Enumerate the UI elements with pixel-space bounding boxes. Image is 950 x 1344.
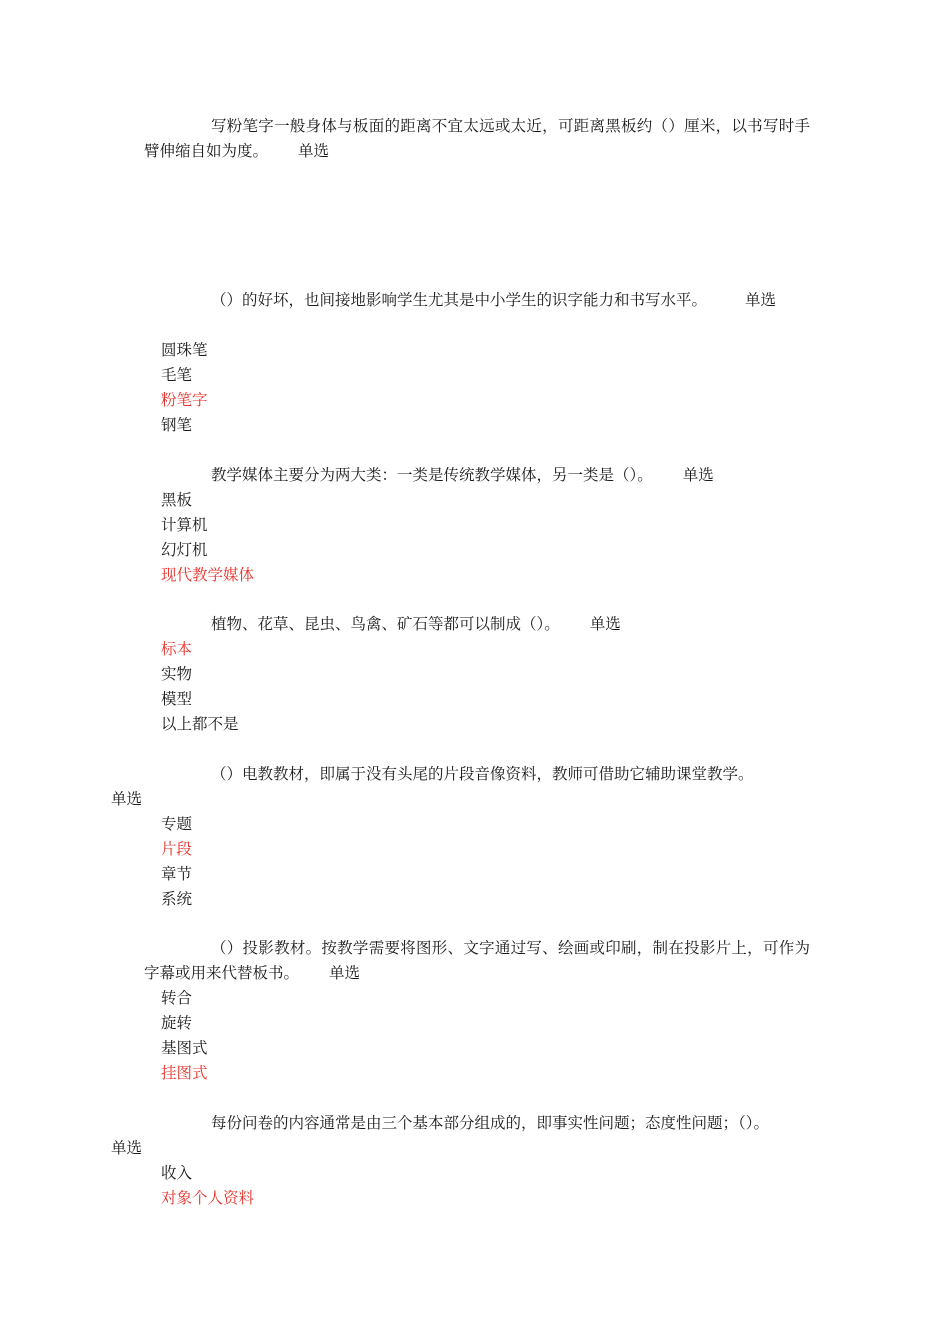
- question-stem: [111, 762, 810, 812]
- question-text: 写粉笔字一般身体与板面的距离不宜太远或太近，可距离黑板约（）厘米，以书写时手臂伸缩自如为度。: [144, 117, 810, 160]
- option-item[interactable]: 实物: [161, 665, 193, 683]
- question-type-label: 单选: [298, 142, 330, 160]
- option-list: [144, 812, 810, 912]
- option-item[interactable]: 以上都不是: [161, 715, 239, 733]
- question-text: 每份问卷的内容通常是由三个基本部分组成的，即事实性问题；态度性问题；（）。: [211, 1114, 770, 1132]
- question-stem: [111, 1111, 810, 1161]
- question-type-label: 单选: [745, 291, 777, 309]
- option-item[interactable]: 转合: [161, 989, 193, 1007]
- option-item[interactable]: 章节: [161, 865, 193, 883]
- question-text: （）的好坏，也间接地影响学生尤其是中小学生的识字能力和书写水平。: [211, 291, 708, 309]
- option-item[interactable]: 计算机: [161, 516, 208, 534]
- question-type-label: 单选: [682, 466, 714, 484]
- option-item[interactable]: 钢笔: [161, 416, 193, 434]
- question-2: [144, 288, 810, 438]
- question-stem: [144, 114, 810, 164]
- question-type-label: 单选: [111, 1139, 143, 1157]
- question-text: 教学媒体主要分为两大类：一类是传统教学媒体，另一类是（）。: [211, 466, 653, 484]
- option-item-correct[interactable]: 挂图式: [161, 1064, 208, 1082]
- option-item[interactable]: 旋转: [161, 1014, 193, 1032]
- question-text: （）投影教材。按教学需要将图形、文字通过写、绘画或印刷，制在投影片上，可作为字幕或用来代替板书。: [144, 939, 810, 982]
- question-stem: [144, 936, 810, 986]
- option-item-correct[interactable]: 对象个人资料: [161, 1189, 255, 1207]
- option-item[interactable]: 幻灯机: [161, 541, 208, 559]
- option-item-correct[interactable]: 现代教学媒体: [161, 566, 255, 584]
- question-4: [144, 612, 810, 737]
- option-list: [144, 637, 810, 737]
- question-stem: [144, 612, 810, 637]
- option-item[interactable]: 收入: [161, 1164, 193, 1182]
- option-item[interactable]: 系统: [161, 890, 193, 908]
- option-item[interactable]: 基图式: [161, 1039, 208, 1057]
- option-item[interactable]: 专题: [161, 815, 193, 833]
- option-item-correct[interactable]: 片段: [161, 840, 193, 858]
- option-list: [144, 338, 810, 438]
- question-6: [144, 936, 810, 1086]
- question-7: [111, 1111, 810, 1211]
- option-item[interactable]: 模型: [161, 690, 193, 708]
- question-stem: [144, 288, 810, 313]
- question-3: [144, 463, 810, 588]
- option-item-correct[interactable]: 标本: [161, 640, 193, 658]
- question-type-label: 单选: [589, 615, 621, 633]
- option-list: [144, 986, 810, 1086]
- question-text: 植物、花草、昆虫、鸟禽、矿石等都可以制成（）。: [211, 615, 560, 633]
- question-text: （）电教教材，即属于没有头尾的片段音像资料，教师可借助它辅助课堂教学。: [211, 765, 754, 783]
- option-item[interactable]: 毛笔: [161, 366, 193, 384]
- question-1: [144, 114, 810, 164]
- question-stem: [144, 463, 810, 488]
- option-list: [144, 1161, 810, 1211]
- option-item[interactable]: 黑板: [161, 491, 193, 509]
- question-type-label: 单选: [111, 790, 143, 808]
- option-item[interactable]: 圆珠笔: [161, 341, 208, 359]
- question-5: [111, 762, 810, 912]
- question-type-label: 单选: [329, 964, 361, 982]
- option-item-correct[interactable]: 粉笔字: [161, 391, 208, 409]
- option-list: [144, 488, 810, 588]
